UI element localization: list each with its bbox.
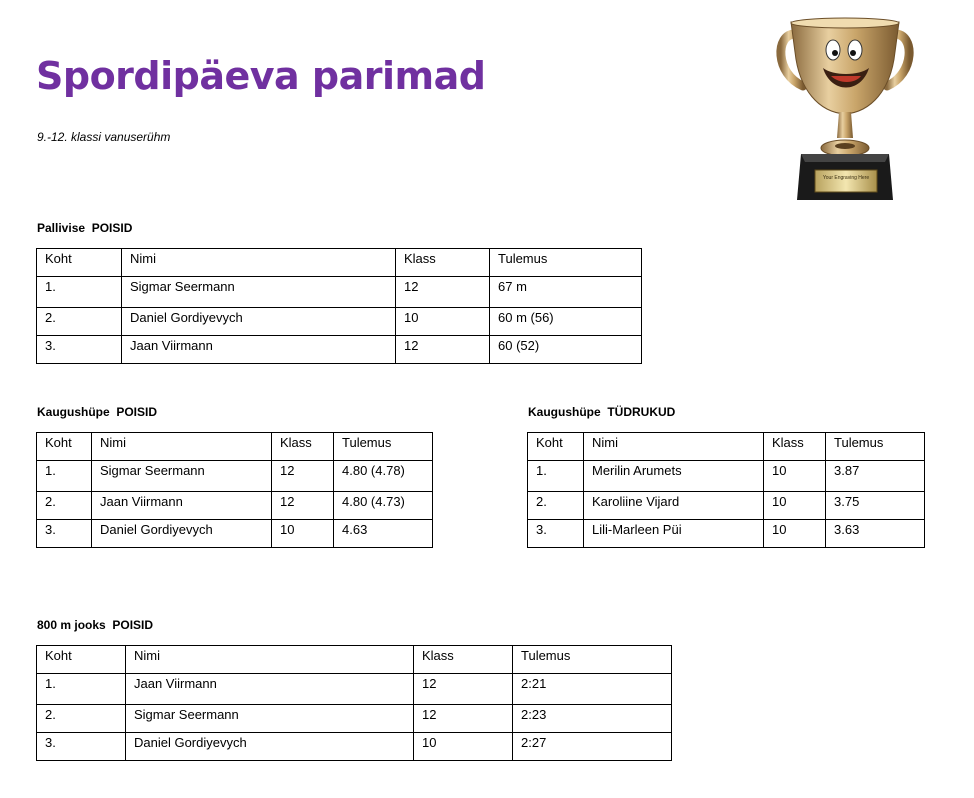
cell-koht: 1. <box>37 674 126 705</box>
col-header-nimi: Nimi <box>584 433 764 461</box>
table-row <box>37 733 672 761</box>
cell-klass: 12 <box>414 674 513 705</box>
cell-nimi: Karoliine Vijard <box>584 492 764 520</box>
cell-klass: 10 <box>414 733 513 761</box>
cell-klass: 10 <box>272 520 334 548</box>
cell-koht: 3. <box>528 520 584 548</box>
heading-800m-jooks-poisid: 800 m jooks POISID <box>37 618 154 632</box>
table-kaugushupe-poisid <box>36 432 433 548</box>
cell-klass: 12 <box>272 492 334 520</box>
trophy-plaque-text: Your Engraving Here <box>822 175 870 181</box>
cell-koht: 3. <box>37 520 92 548</box>
table-row <box>37 674 672 705</box>
cell-koht: 2. <box>528 492 584 520</box>
col-header-klass: Klass <box>396 249 490 277</box>
col-header-klass: Klass <box>764 433 826 461</box>
col-header-tulemus: Tulemus <box>513 646 672 674</box>
table-header-row <box>37 646 672 674</box>
cell-nimi: Jaan Viirmann <box>126 674 414 705</box>
cell-nimi: Jaan Viirmann <box>122 336 396 364</box>
col-header-koht: Koht <box>37 433 92 461</box>
cell-koht: 3. <box>37 336 122 364</box>
heading-kaugushupe-tudrukud: Kaugushüpe TÜDRUKUD <box>528 405 676 419</box>
table-row <box>37 520 433 548</box>
cell-tulemus: 60 (52) <box>490 336 642 364</box>
col-header-koht: Koht <box>528 433 584 461</box>
cell-klass: 10 <box>764 461 826 492</box>
cell-tulemus: 2:27 <box>513 733 672 761</box>
cell-koht: 2. <box>37 492 92 520</box>
cell-nimi: Daniel Gordiyevych <box>92 520 272 548</box>
cell-nimi: Jaan Viirmann <box>92 492 272 520</box>
cell-nimi: Daniel Gordiyevych <box>126 733 414 761</box>
cell-klass: 12 <box>414 705 513 733</box>
col-header-nimi: Nimi <box>122 249 396 277</box>
cell-klass: 10 <box>764 520 826 548</box>
cell-koht: 1. <box>528 461 584 492</box>
col-header-tulemus: Tulemus <box>334 433 433 461</box>
col-header-koht: Koht <box>37 646 126 674</box>
table-row <box>37 308 642 336</box>
table-row <box>528 520 925 548</box>
cell-tulemus: 4.80 (4.78) <box>334 461 433 492</box>
table-kaugushupe-tudrukud <box>527 432 925 548</box>
table-row <box>528 492 925 520</box>
cell-nimi: Sigmar Seermann <box>92 461 272 492</box>
table-row <box>37 461 433 492</box>
cell-tulemus: 3.87 <box>826 461 925 492</box>
page-title: Spordipäeva parimad <box>36 54 486 98</box>
cell-nimi: Sigmar Seermann <box>126 705 414 733</box>
table-row <box>37 492 433 520</box>
col-header-koht: Koht <box>37 249 122 277</box>
cell-tulemus: 4.63 <box>334 520 433 548</box>
col-header-tulemus: Tulemus <box>826 433 925 461</box>
cell-klass: 12 <box>396 277 490 308</box>
cell-tulemus: 3.75 <box>826 492 925 520</box>
cell-klass: 12 <box>396 336 490 364</box>
cell-koht: 3. <box>37 733 126 761</box>
cell-tulemus: 2:21 <box>513 674 672 705</box>
table-header-row <box>37 433 433 461</box>
cell-koht: 2. <box>37 705 126 733</box>
page-subtitle: 9.-12. klassi vanuserühm <box>37 130 171 144</box>
table-row <box>37 336 642 364</box>
cell-tulemus: 4.80 (4.73) <box>334 492 433 520</box>
col-header-klass: Klass <box>272 433 334 461</box>
heading-pallivise-poisid: Pallivise POISID <box>37 221 133 235</box>
cell-klass: 10 <box>396 308 490 336</box>
table-pallivise-poisid <box>36 248 642 364</box>
cell-klass: 10 <box>764 492 826 520</box>
cell-koht: 2. <box>37 308 122 336</box>
table-800m-jooks-poisid <box>36 645 672 761</box>
cell-nimi: Merilin Arumets <box>584 461 764 492</box>
cell-nimi: Sigmar Seermann <box>122 277 396 308</box>
cell-tulemus: 67 m <box>490 277 642 308</box>
table-row <box>528 461 925 492</box>
table-row <box>37 277 642 308</box>
cell-tulemus: 2:23 <box>513 705 672 733</box>
col-header-tulemus: Tulemus <box>490 249 642 277</box>
cell-tulemus: 60 m (56) <box>490 308 642 336</box>
col-header-nimi: Nimi <box>126 646 414 674</box>
trophy-icon <box>773 12 918 208</box>
table-header-row <box>528 433 925 461</box>
col-header-klass: Klass <box>414 646 513 674</box>
col-header-nimi: Nimi <box>92 433 272 461</box>
cell-nimi: Daniel Gordiyevych <box>122 308 396 336</box>
heading-kaugushupe-poisid: Kaugushüpe POISID <box>37 405 158 419</box>
table-row <box>37 705 672 733</box>
cell-klass: 12 <box>272 461 334 492</box>
cell-nimi: Lili-Marleen Püi <box>584 520 764 548</box>
cell-tulemus: 3.63 <box>826 520 925 548</box>
cell-koht: 1. <box>37 277 122 308</box>
table-header-row <box>37 249 642 277</box>
cell-koht: 1. <box>37 461 92 492</box>
